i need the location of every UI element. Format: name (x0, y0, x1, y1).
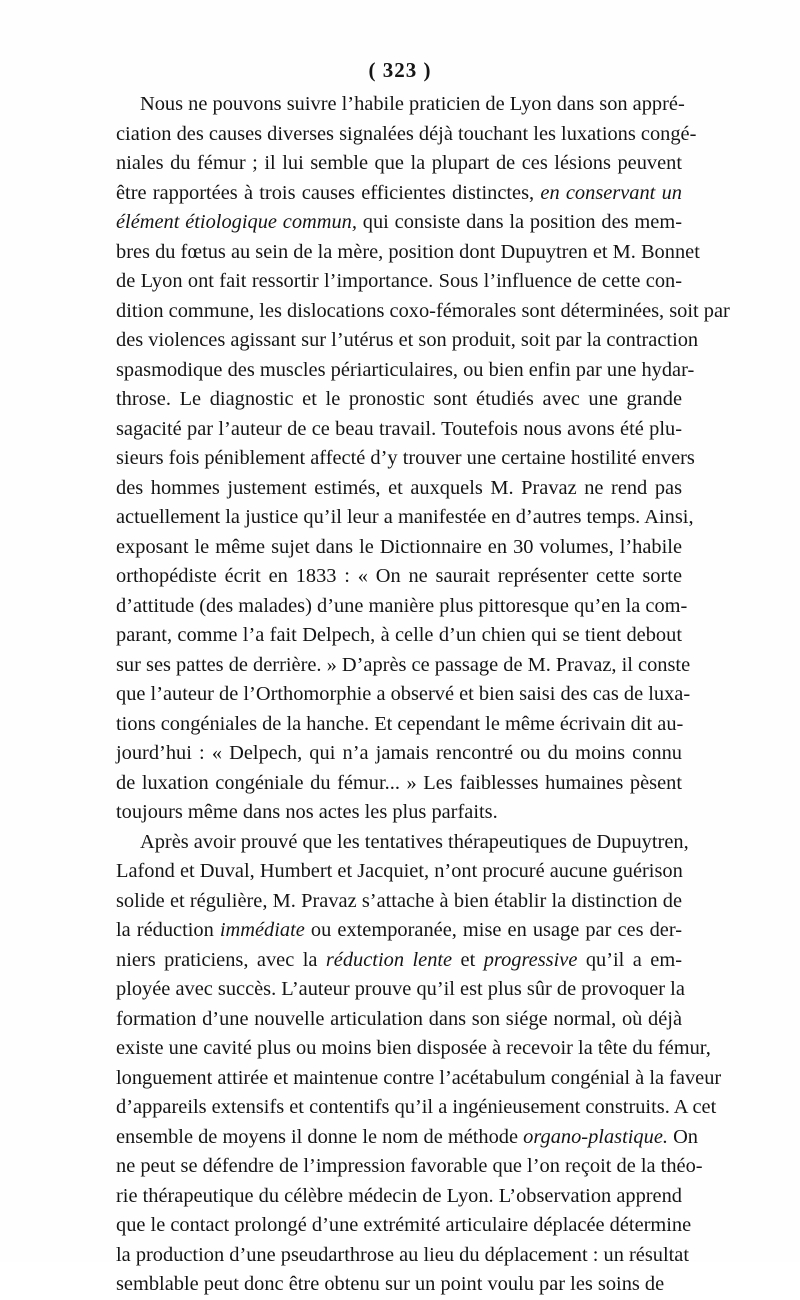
text-segment: actuellement la justice qu’il leur a manifestée en d’autres temps. Ainsi, (116, 506, 694, 528)
text-line (116, 208, 682, 238)
text-segment: Lafond et Duval, Humbert et Jacquiet, n’ont procuré aucune guérison (116, 860, 683, 882)
text-segment: d’appareils extensifs et contentifs qu’il a ingénieusement construits. A cet (116, 1096, 717, 1118)
text-line (116, 1064, 722, 1094)
text-segment: sieurs fois péniblement affecté d’y trouver une certaine hostilité envers (116, 447, 695, 469)
text-line (116, 1152, 703, 1182)
paragraph (116, 90, 730, 828)
italic-text: organo-plastique. (523, 1125, 668, 1148)
italic-text: en conservant un (540, 181, 682, 204)
page-number: ( 323 ) (368, 58, 432, 82)
text-segment: la réduction (116, 919, 220, 941)
text-segment: formation d’une nouvelle articulation dans son siége normal, où déjà (116, 1007, 682, 1030)
italic-text: réduction lente (325, 948, 453, 971)
text-segment: et (452, 948, 484, 971)
italic-text: progressive (483, 948, 578, 971)
text-line (116, 297, 730, 327)
text-segment: ensemble de moyens il donne le nom de méthode (116, 1125, 524, 1148)
italic-text: élément étiologique commun, (116, 211, 357, 233)
text-line (116, 946, 682, 976)
text-segment: parant, comme l’a fait Delpech, à celle d’un chien qui se tient debout (116, 624, 682, 646)
text-line (116, 1123, 698, 1153)
text-line (116, 651, 691, 681)
text-segment: sur ses pattes de derrière. » D’après ce passage de M. Pravaz, il conste (116, 653, 691, 676)
text-line (116, 90, 685, 120)
text-line (116, 503, 694, 533)
text-line (116, 1182, 682, 1212)
text-line (116, 710, 682, 740)
text-line (116, 621, 682, 651)
text-segment: niales du fémur ; il lui semble que la plupart de ces lésions peuvent (116, 152, 682, 174)
text-segment: Après avoir prouvé que les tentatives thérapeutiques de Dupuytren, (140, 830, 689, 853)
text-line (116, 415, 682, 445)
text-segment: spasmodique des muscles périarticulaires, ou bien enfin par une hydar- (116, 358, 695, 381)
text-segment: des hommes justement estimés, et auxquels M. Pravaz ne rend pas (116, 476, 682, 499)
text-segment: solide et régulière, M. Pravaz s’attache à bien établir la distinction de (116, 889, 682, 912)
text-line (116, 179, 682, 209)
text-segment: toujours même dans nos actes les plus parfaits. (116, 801, 498, 823)
text-line (116, 887, 682, 917)
text-segment: tions congéniales de la hanche. Et cependant le même écrivain dit au- (116, 712, 684, 735)
text-segment: On (667, 1125, 698, 1148)
text-segment: ou extemporanée, mise en usage par ces der- (304, 919, 682, 941)
text-segment: orthopédiste écrit en 1833 : « On ne saurait représenter cette sorte (116, 565, 682, 587)
text-segment: qu’il a em- (577, 948, 682, 971)
text-line (116, 474, 682, 504)
text-line (116, 680, 691, 710)
text-line (116, 857, 682, 887)
text-line (116, 1093, 717, 1123)
text-segment: ployée avec succès. L’auteur prouve qu’il est plus sûr de provoquer la (116, 978, 685, 1000)
text-line (116, 1034, 711, 1064)
text-segment: de Lyon ont fait ressortir l’importance. Sous l’influence de cette con- (116, 270, 682, 292)
text-segment: dition commune, les dislocations coxo-fémorales sont déterminées, soit par (116, 299, 730, 322)
text-segment: la production d’une pseudarthrose au lieu du déplacement : un résultat (116, 1243, 690, 1266)
text-line (116, 975, 685, 1005)
text-segment: exposant le même sujet dans le Dictionnaire en 30 volumes, l’habile (116, 535, 682, 558)
text-segment: rie thérapeutique du célèbre médecin de Lyon. L’observation apprend (116, 1184, 682, 1207)
text-segment: sagacité par l’auteur de ce beau travail. Toutefois nous avons été plu- (116, 417, 682, 440)
text-line (116, 798, 682, 828)
text-line (116, 533, 682, 563)
text-line (116, 769, 682, 799)
text-segment: throse. Le diagnostic et le pronostic sont étudiés avec une grande (116, 388, 682, 410)
text-segment: d’attitude (des malades) d’une manière plus pittoresque qu’en la com- (116, 594, 688, 617)
text-segment: jourd’hui : « Delpech, qui n’a jamais rencontré ou du moins connu (116, 742, 682, 764)
text-segment: des violences agissant sur l’utérus et son produit, soit par la contraction (116, 329, 699, 351)
text-line (116, 828, 689, 858)
text-line (116, 444, 695, 474)
text-line (116, 916, 682, 946)
text-segment: semblable peut donc être obtenu sur un point voulu par les soins de (116, 1273, 665, 1295)
text-segment: ne peut se défendre de l’impression favorable que l’on reçoit de la théo- (116, 1155, 703, 1177)
text-line (116, 1211, 692, 1241)
text-segment: niers praticiens, avec la (116, 948, 326, 971)
text-segment: bres du fœtus au sein de la mère, position dont Dupuytren et M. Bonnet (116, 240, 700, 263)
text-line (116, 562, 682, 592)
text-segment: que l’auteur de l’Orthomorphie a observé et bien saisi des cas de luxa- (116, 683, 691, 705)
text-line (116, 592, 688, 622)
text-line (116, 149, 682, 179)
text-line (116, 356, 695, 386)
text-line (116, 267, 682, 297)
text-segment: de luxation congéniale du fémur... » Les faiblesses humaines pèsent (116, 771, 682, 794)
text-line (116, 1241, 690, 1271)
text-segment: être rapportées à trois causes efficientes distinctes, (116, 181, 541, 204)
italic-text: immédiate (219, 919, 305, 941)
text-segment: longuement attirée et maintenue contre l’acétabulum congénial à la faveur (116, 1066, 722, 1089)
text-segment: ciation des causes diverses signalées déjà touchant les luxations congé- (116, 122, 697, 145)
text-line (116, 326, 699, 356)
text-line (116, 739, 682, 769)
text-line (116, 1005, 682, 1035)
text-line (116, 238, 700, 268)
text-segment: existe une cavité plus ou moins bien disposée à recevoir la tête du fémur, (116, 1037, 711, 1059)
text-segment: Nous ne pouvons suivre l’habile praticien de Lyon dans son appré- (140, 93, 685, 115)
text-line (116, 1270, 682, 1300)
body-text (116, 90, 730, 1300)
text-line (116, 120, 697, 150)
text-segment: que le contact prolongé d’une extrémité articulaire déplacée détermine (116, 1214, 692, 1236)
text-segment: qui consiste dans la position des mem- (356, 211, 682, 233)
paragraph (116, 828, 722, 1300)
text-line (116, 385, 682, 415)
